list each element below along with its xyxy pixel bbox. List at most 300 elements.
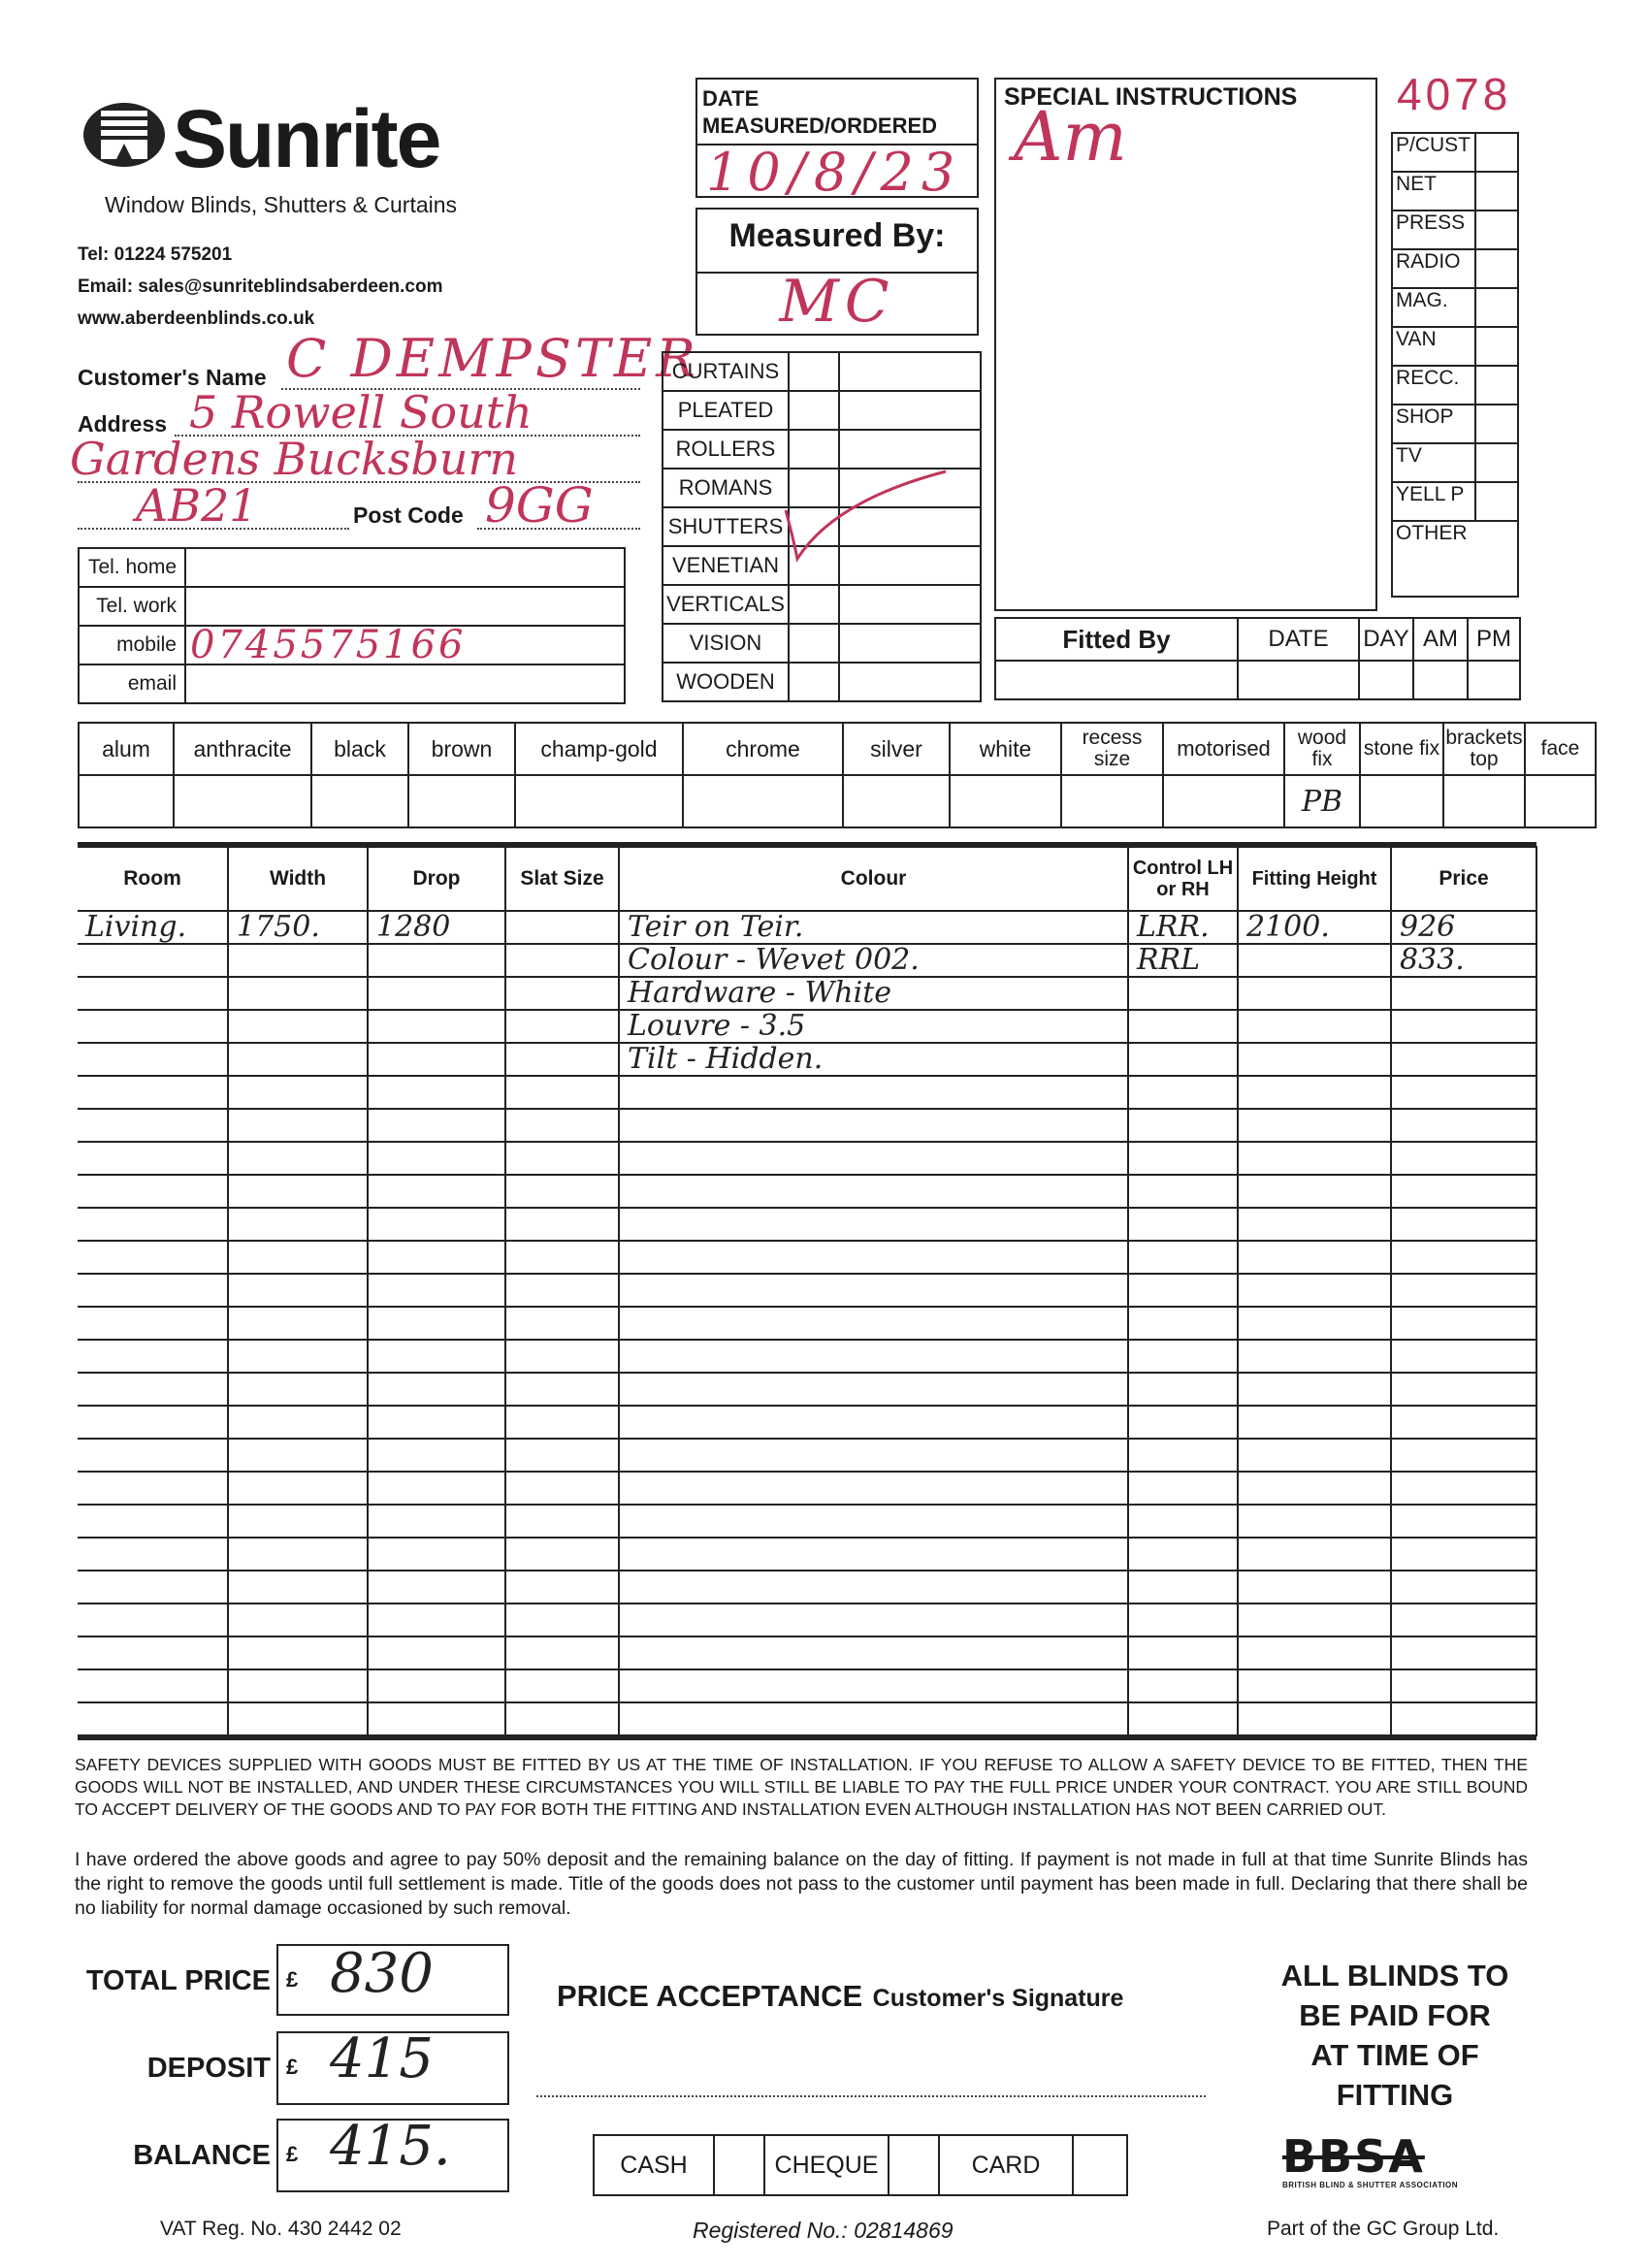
order-cell-price[interactable] — [1391, 1043, 1536, 1076]
payment-notice-line: FITTING — [1336, 2078, 1454, 2112]
product-type-label: CURTAINS — [663, 352, 789, 391]
order-cell-slat[interactable] — [505, 1571, 619, 1604]
order-cell-slat[interactable] — [505, 1274, 619, 1307]
order-cell-drop[interactable] — [368, 944, 505, 977]
order-cell-control[interactable] — [1128, 1142, 1238, 1175]
order-cell-price[interactable] — [1391, 1538, 1536, 1571]
signature-line[interactable] — [536, 2095, 1206, 2097]
order-cell-fitting[interactable] — [1238, 1175, 1391, 1208]
product-type-notes[interactable] — [839, 624, 981, 663]
product-type-notes[interactable] — [839, 391, 981, 430]
group-note: Part of the GC Group Ltd. — [1267, 2218, 1500, 2240]
order-cell-drop[interactable] — [368, 1472, 505, 1505]
order-cell-price[interactable] — [1391, 1010, 1536, 1043]
order-cell-drop[interactable] — [368, 1307, 505, 1340]
order-cell-colour[interactable] — [619, 1307, 1128, 1340]
order-cell-slat[interactable] — [505, 1702, 619, 1735]
order-cell-width[interactable] — [228, 1505, 368, 1538]
order-cell-drop[interactable] — [368, 1538, 505, 1571]
order-cell-drop[interactable] — [368, 1043, 505, 1076]
order-cell-slat[interactable] — [505, 1307, 619, 1340]
order-cell-slat[interactable] — [505, 977, 619, 1010]
order-cell-control[interactable] — [1128, 1439, 1238, 1472]
finish-brackets-top: brackets top — [1443, 723, 1525, 775]
order-cell-slat[interactable] — [505, 1175, 619, 1208]
order-cell-drop[interactable]: 1280 — [368, 911, 505, 944]
source-option-label: RADIO — [1392, 249, 1475, 288]
measured-by-value[interactable]: MC — [779, 268, 895, 336]
order-cell-slat[interactable] — [505, 1406, 619, 1439]
finish-cell[interactable] — [1163, 775, 1284, 827]
order-cell-width[interactable] — [228, 1175, 368, 1208]
brand-tagline: Window Blinds, Shutters & Curtains — [105, 192, 458, 217]
balance-value: 415. — [330, 2115, 451, 2178]
order-cell-control[interactable] — [1128, 1538, 1238, 1571]
order-cell-slat[interactable] — [505, 1142, 619, 1175]
order-cell-drop[interactable] — [368, 1340, 505, 1373]
order-cell-drop[interactable] — [368, 1702, 505, 1735]
order-cell-colour[interactable] — [619, 1241, 1128, 1274]
order-cell-control[interactable] — [1128, 1604, 1238, 1636]
order-cell-price[interactable]: 833. — [1391, 944, 1536, 977]
order-cell-fitting[interactable] — [1238, 1472, 1391, 1505]
table-row — [78, 1472, 1536, 1505]
order-cell-control[interactable]: RRL — [1128, 944, 1238, 977]
order-cell-price[interactable] — [1391, 1406, 1536, 1439]
contact-web: www.aberdeenblinds.co.uk — [78, 308, 315, 329]
finish-cell[interactable] — [1525, 775, 1596, 827]
order-cell-colour[interactable] — [619, 1175, 1128, 1208]
fitted-date-field[interactable] — [1238, 661, 1359, 699]
finish-cell[interactable] — [950, 775, 1061, 827]
brand-name: Sunrite — [173, 93, 440, 184]
order-cell-slat[interactable] — [505, 1109, 619, 1142]
order-cell-price[interactable] — [1391, 1241, 1536, 1274]
cheque-checkbox[interactable] — [889, 2135, 939, 2195]
order-cell-room[interactable] — [78, 1175, 228, 1208]
order-cell-control[interactable] — [1128, 1076, 1238, 1109]
sunrite-logo — [80, 101, 169, 174]
order-cell-colour[interactable] — [619, 1208, 1128, 1241]
order-cell-colour[interactable] — [619, 1636, 1128, 1669]
order-cell-fitting[interactable] — [1238, 1010, 1391, 1043]
order-cell-drop[interactable] — [368, 1208, 505, 1241]
fitted-pm-field[interactable] — [1468, 661, 1520, 699]
order-cell-price[interactable] — [1391, 1076, 1536, 1109]
order-cell-colour[interactable] — [619, 1274, 1128, 1307]
order-cell-fitting[interactable] — [1238, 1076, 1391, 1109]
order-cell-room[interactable] — [78, 1340, 228, 1373]
order-cell-price[interactable] — [1391, 1340, 1536, 1373]
card-checkbox[interactable] — [1073, 2135, 1127, 2195]
order-cell-colour[interactable] — [619, 1702, 1128, 1735]
order-cell-width[interactable] — [228, 1109, 368, 1142]
order-cell-fitting[interactable] — [1238, 1109, 1391, 1142]
order-cell-control[interactable] — [1128, 1636, 1238, 1669]
order-cell-slat[interactable] — [505, 911, 619, 944]
order-cell-room[interactable] — [78, 1571, 228, 1604]
order-cell-colour[interactable] — [619, 1142, 1128, 1175]
order-cell-control[interactable] — [1128, 1010, 1238, 1043]
order-cell-room[interactable]: Living. — [78, 911, 228, 944]
order-cell-colour[interactable] — [619, 1538, 1128, 1571]
order-cell-fitting[interactable] — [1238, 977, 1391, 1010]
order-cell-room[interactable] — [78, 1439, 228, 1472]
order-cell-slat[interactable] — [505, 1439, 619, 1472]
order-cell-fitting[interactable] — [1238, 1373, 1391, 1406]
order-cell-price[interactable] — [1391, 1669, 1536, 1702]
order-cell-colour[interactable]: Teir on Teir. — [619, 911, 1128, 944]
order-cell-slat[interactable] — [505, 1604, 619, 1636]
order-cell-width[interactable] — [228, 977, 368, 1010]
mobile-field[interactable]: 07455751​66 — [185, 626, 625, 664]
source-option-checkbox[interactable] — [1475, 482, 1518, 521]
order-cell-colour[interactable] — [619, 1439, 1128, 1472]
order-cell-fitting[interactable] — [1238, 1274, 1391, 1307]
order-cell-drop[interactable] — [368, 977, 505, 1010]
order-cell-price[interactable] — [1391, 1571, 1536, 1604]
order-cell-price[interactable] — [1391, 1208, 1536, 1241]
order-cell-slat[interactable] — [505, 1010, 619, 1043]
table-row — [78, 1241, 1536, 1274]
tel-home-field[interactable] — [185, 548, 625, 587]
order-cell-width[interactable] — [228, 1604, 368, 1636]
order-cell-price[interactable] — [1391, 1307, 1536, 1340]
order-cell-drop[interactable] — [368, 1109, 505, 1142]
finish-cell[interactable] — [79, 775, 174, 827]
finish-cell[interactable] — [174, 775, 311, 827]
product-type-checkbox[interactable] — [789, 352, 839, 391]
order-cell-control[interactable] — [1128, 1241, 1238, 1274]
table-row — [78, 1636, 1536, 1669]
order-cell-colour[interactable] — [619, 1472, 1128, 1505]
order-cell-room[interactable] — [78, 1604, 228, 1636]
postcode-label: Post Code — [353, 502, 464, 528]
fitted-am-field[interactable] — [1413, 661, 1468, 699]
order-cell-price[interactable] — [1391, 1636, 1536, 1669]
order-cell-width[interactable] — [228, 1571, 368, 1604]
source-option-checkbox[interactable] — [1475, 211, 1518, 249]
order-cell-price[interactable] — [1391, 1505, 1536, 1538]
agreement-terms: I have ordered the above goods and agree to pay 50% deposit and the remaining balance on the day of fitting. If payment is not made in full at that time Sunrite Blinds has the right to remove the goods until full settlement is made. Title of the goods does not pass to the customer until payment has been made in full. Declaring that there shall be no liability for normal damage occasioned by such removal. — [75, 1849, 1528, 1919]
order-cell-colour[interactable]: Colour - Wevet 002. — [619, 944, 1128, 977]
order-cell-width[interactable] — [228, 1043, 368, 1076]
table-row — [78, 944, 1536, 977]
order-cell-width[interactable] — [228, 1702, 368, 1735]
order-cell-slat[interactable] — [505, 1340, 619, 1373]
email-field[interactable] — [185, 664, 625, 703]
finish-cell[interactable] — [683, 775, 843, 827]
phone-table — [78, 547, 626, 704]
order-cell-slat[interactable] — [505, 1076, 619, 1109]
order-cell-price[interactable] — [1391, 1109, 1536, 1142]
order-cell-fitting[interactable] — [1238, 1538, 1391, 1571]
order-cell-drop[interactable] — [368, 1406, 505, 1439]
order-cell-slat[interactable] — [505, 1472, 619, 1505]
finish-cell[interactable] — [1360, 775, 1443, 827]
source-option-checkbox[interactable] — [1475, 249, 1518, 288]
order-cell-width[interactable] — [228, 1538, 368, 1571]
order-cell-colour[interactable] — [619, 1340, 1128, 1373]
order-cell-width[interactable] — [228, 1142, 368, 1175]
order-cell-control[interactable] — [1128, 1571, 1238, 1604]
source-option-checkbox[interactable] — [1475, 133, 1518, 172]
order-cell-colour[interactable]: Hardware - White — [619, 977, 1128, 1010]
source-option-checkbox[interactable] — [1475, 327, 1518, 366]
order-cell-price[interactable] — [1391, 1142, 1536, 1175]
order-cell-price[interactable] — [1391, 1373, 1536, 1406]
order-cell-width[interactable] — [228, 944, 368, 977]
order-cell-control[interactable] — [1128, 1406, 1238, 1439]
product-type-checkbox[interactable] — [789, 663, 839, 701]
table-row — [78, 1538, 1536, 1571]
order-cell-fitting[interactable] — [1238, 1208, 1391, 1241]
order-cell-width[interactable] — [228, 1636, 368, 1669]
source-option-label: TV — [1392, 443, 1475, 482]
order-cell-drop[interactable] — [368, 1274, 505, 1307]
order-cell-drop[interactable] — [368, 1439, 505, 1472]
order-cell-control[interactable] — [1128, 1307, 1238, 1340]
product-type-notes[interactable] — [839, 663, 981, 701]
order-cell-drop[interactable] — [368, 1604, 505, 1636]
special-instructions-label: SPECIAL INSTRUCTIONS — [1004, 83, 1298, 111]
order-cell-room[interactable] — [78, 1076, 228, 1109]
table-row — [78, 1571, 1536, 1604]
fitted-by-field[interactable] — [995, 661, 1238, 699]
finish-cell[interactable] — [515, 775, 683, 827]
order-cell-slat[interactable] — [505, 1669, 619, 1702]
order-cell-slat[interactable] — [505, 1636, 619, 1669]
col-price: Price — [1391, 847, 1536, 911]
order-cell-drop[interactable] — [368, 1636, 505, 1669]
payment-notice-line: ALL BLINDS TO — [1280, 1959, 1509, 1993]
cash-checkbox[interactable] — [714, 2135, 764, 2195]
order-cell-fitting[interactable] — [1238, 1571, 1391, 1604]
order-cell-width[interactable] — [228, 1439, 368, 1472]
order-cell-drop[interactable] — [368, 1076, 505, 1109]
order-cell-fitting[interactable] — [1238, 1604, 1391, 1636]
order-cell-fitting[interactable] — [1238, 1307, 1391, 1340]
card-label: CARD — [939, 2135, 1073, 2195]
order-cell-fitting[interactable] — [1238, 1669, 1391, 1702]
price-acceptance-label — [557, 1979, 1123, 2014]
order-cell-colour[interactable] — [619, 1604, 1128, 1636]
finish-cell[interactable] — [1443, 775, 1525, 827]
order-cell-width[interactable] — [228, 1406, 368, 1439]
order-cell-slat[interactable] — [505, 1373, 619, 1406]
order-cell-room[interactable] — [78, 1669, 228, 1702]
product-type-checkbox[interactable] — [789, 585, 839, 624]
order-cell-price[interactable] — [1391, 1472, 1536, 1505]
order-cell-control[interactable] — [1128, 1702, 1238, 1735]
order-cell-width[interactable] — [228, 1472, 368, 1505]
email-label: email — [79, 664, 185, 703]
order-cell-slat[interactable] — [505, 1043, 619, 1076]
fitted-by-table — [994, 617, 1521, 700]
order-cell-slat[interactable] — [505, 944, 619, 977]
order-cell-fitting[interactable] — [1238, 1340, 1391, 1373]
order-cell-control[interactable] — [1128, 1373, 1238, 1406]
order-cell-room[interactable] — [78, 1373, 228, 1406]
order-cell-room[interactable] — [78, 1241, 228, 1274]
order-cell-room[interactable] — [78, 1208, 228, 1241]
order-cell-price[interactable] — [1391, 1702, 1536, 1735]
source-option-label: PRESS — [1392, 211, 1475, 249]
order-cell-room[interactable] — [78, 1538, 228, 1571]
order-cell-drop[interactable] — [368, 1175, 505, 1208]
order-table — [78, 846, 1537, 1736]
order-cell-price[interactable] — [1391, 1175, 1536, 1208]
order-cell-colour[interactable] — [619, 1406, 1128, 1439]
order-cell-room[interactable] — [78, 944, 228, 977]
order-cell-slat[interactable] — [505, 1538, 619, 1571]
order-cell-width[interactable]: 1750. — [228, 911, 368, 944]
order-cell-fitting[interactable] — [1238, 1636, 1391, 1669]
order-cell-room[interactable] — [78, 1274, 228, 1307]
product-type-label: ROLLERS — [663, 430, 789, 469]
source-option-checkbox[interactable] — [1475, 443, 1518, 482]
product-type-notes[interactable] — [839, 352, 981, 391]
tel-work-field[interactable] — [185, 587, 625, 626]
table-row — [78, 1439, 1536, 1472]
col-room: Room — [78, 847, 228, 911]
order-cell-fitting[interactable] — [1238, 1142, 1391, 1175]
order-cell-width[interactable] — [228, 1373, 368, 1406]
order-cell-fitting[interactable] — [1238, 1406, 1391, 1439]
order-cell-drop[interactable] — [368, 1142, 505, 1175]
table-row — [78, 1702, 1536, 1735]
order-cell-fitting[interactable] — [1238, 1505, 1391, 1538]
order-cell-colour[interactable] — [619, 1076, 1128, 1109]
order-cell-width[interactable] — [228, 1274, 368, 1307]
order-cell-fitting[interactable] — [1238, 1241, 1391, 1274]
order-cell-colour[interactable] — [619, 1571, 1128, 1604]
order-cell-drop[interactable] — [368, 1505, 505, 1538]
finish-cell[interactable] — [1061, 775, 1163, 827]
order-cell-control[interactable] — [1128, 1109, 1238, 1142]
order-cell-drop[interactable] — [368, 1241, 505, 1274]
table-row — [78, 1373, 1536, 1406]
order-cell-width[interactable] — [228, 1340, 368, 1373]
order-cell-fitting[interactable] — [1238, 1043, 1391, 1076]
safety-terms: SAFETY DEVICES SUPPLIED WITH GOODS MUST BE FITTED BY US AT THE TIME OF INSTALLATION. IF YOU REFUSE TO ALLOW A SAFETY DEVICE TO BE FITTED, THEN THE GOODS WILL NOT BE INSTALLED, AND UNDER THESE CIRCUMSTANCES YOU WILL STILL BE LIABLE TO PAY THE FULL PRICE UNDER YOUR CONTRACT. YOU ARE STILL BOUND TO ACCEPT DELIVERY OF THE GOODS AND TO PAY FOR BOTH THE FITTING AND INSTALLATION EVEN ALTHOUGH INSTALLATION HAS NOT BEEN CARRIED OUT. — [75, 1755, 1528, 1819]
order-cell-room[interactable] — [78, 1505, 228, 1538]
order-cell-colour[interactable]: Louvre - 3.5 — [619, 1010, 1128, 1043]
special-instructions-value[interactable]: Am — [1014, 97, 1127, 177]
balance-label: BALANCE — [133, 2140, 271, 2171]
order-cell-control[interactable]: LRR. — [1128, 911, 1238, 944]
product-type-checkbox[interactable] — [789, 624, 839, 663]
order-cell-colour[interactable] — [619, 1669, 1128, 1702]
source-option-label: NET — [1392, 172, 1475, 211]
order-cell-width[interactable] — [228, 1241, 368, 1274]
order-cell-colour[interactable]: Tilt - Hidden. — [619, 1043, 1128, 1076]
order-cell-room[interactable] — [78, 1043, 228, 1076]
finish-cell[interactable] — [311, 775, 408, 827]
order-cell-colour[interactable] — [619, 1373, 1128, 1406]
bbsa-logo-sub: BRITISH BLIND & SHUTTER ASSOCIATION — [1282, 2181, 1459, 2189]
product-type-notes[interactable] — [839, 585, 981, 624]
deposit-value: 415 — [330, 2027, 434, 2090]
order-cell-room[interactable] — [78, 1307, 228, 1340]
source-option-checkbox[interactable] — [1475, 172, 1518, 211]
order-cell-fitting[interactable] — [1238, 1702, 1391, 1735]
order-cell-fitting[interactable] — [1238, 944, 1391, 977]
order-cell-control[interactable] — [1128, 1208, 1238, 1241]
order-cell-control[interactable] — [1128, 1505, 1238, 1538]
order-cell-slat[interactable] — [505, 1505, 619, 1538]
order-cell-control[interactable] — [1128, 1043, 1238, 1076]
source-table — [1391, 132, 1519, 598]
order-cell-price[interactable] — [1391, 1604, 1536, 1636]
order-cell-width[interactable] — [228, 1076, 368, 1109]
table-row — [78, 1208, 1536, 1241]
source-option-checkbox[interactable] — [1475, 405, 1518, 443]
finish-cell[interactable] — [843, 775, 950, 827]
order-cell-drop[interactable] — [368, 1571, 505, 1604]
order-cell-drop[interactable] — [368, 1010, 505, 1043]
fitted-day-field[interactable] — [1359, 661, 1413, 699]
order-cell-control[interactable] — [1128, 1472, 1238, 1505]
order-cell-control[interactable] — [1128, 1175, 1238, 1208]
order-cell-width[interactable] — [228, 1010, 368, 1043]
order-cell-room[interactable] — [78, 1109, 228, 1142]
order-cell-room[interactable] — [78, 1702, 228, 1735]
order-cell-price[interactable] — [1391, 1274, 1536, 1307]
order-cell-width[interactable] — [228, 1307, 368, 1340]
col-drop: Drop — [368, 847, 505, 911]
order-cell-price[interactable] — [1391, 1439, 1536, 1472]
order-cell-control[interactable] — [1128, 977, 1238, 1010]
order-cell-colour[interactable] — [619, 1505, 1128, 1538]
finish-cell[interactable] — [408, 775, 515, 827]
order-cell-room[interactable] — [78, 977, 228, 1010]
table-row — [78, 1604, 1536, 1636]
wood-fix-value[interactable]: PB — [1284, 775, 1360, 827]
order-cell-slat[interactable] — [505, 1208, 619, 1241]
total-price-label: TOTAL PRICE — [85, 1965, 271, 1996]
order-cell-room[interactable] — [78, 1010, 228, 1043]
source-option-checkbox[interactable] — [1475, 288, 1518, 327]
payment-notice — [1249, 1956, 1540, 2115]
order-cell-room[interactable] — [78, 1142, 228, 1175]
table-row — [78, 1406, 1536, 1439]
order-cell-drop[interactable] — [368, 1669, 505, 1702]
source-option-checkbox[interactable] — [1475, 366, 1518, 405]
order-cell-drop[interactable] — [368, 1373, 505, 1406]
order-cell-control[interactable] — [1128, 1669, 1238, 1702]
order-cell-slat[interactable] — [505, 1241, 619, 1274]
order-cell-control[interactable] — [1128, 1340, 1238, 1373]
order-cell-fitting[interactable]: 2100. — [1238, 911, 1391, 944]
order-cell-price[interactable]: 926 — [1391, 911, 1536, 944]
order-cell-control[interactable] — [1128, 1274, 1238, 1307]
order-cell-width[interactable] — [228, 1669, 368, 1702]
finish-recess-size: recess size — [1061, 723, 1163, 775]
order-cell-fitting[interactable] — [1238, 1439, 1391, 1472]
order-cell-room[interactable] — [78, 1472, 228, 1505]
date-value[interactable]: 10/8/23 — [706, 142, 963, 203]
order-cell-room[interactable] — [78, 1636, 228, 1669]
finish-wood-fix: wood fix — [1284, 723, 1360, 775]
finish-brown: brown — [408, 723, 515, 775]
order-cell-colour[interactable] — [619, 1109, 1128, 1142]
product-type-label: ROMANS — [663, 469, 789, 507]
order-cell-price[interactable] — [1391, 977, 1536, 1010]
product-type-checkbox[interactable] — [789, 391, 839, 430]
order-cell-room[interactable] — [78, 1406, 228, 1439]
order-cell-width[interactable] — [228, 1208, 368, 1241]
